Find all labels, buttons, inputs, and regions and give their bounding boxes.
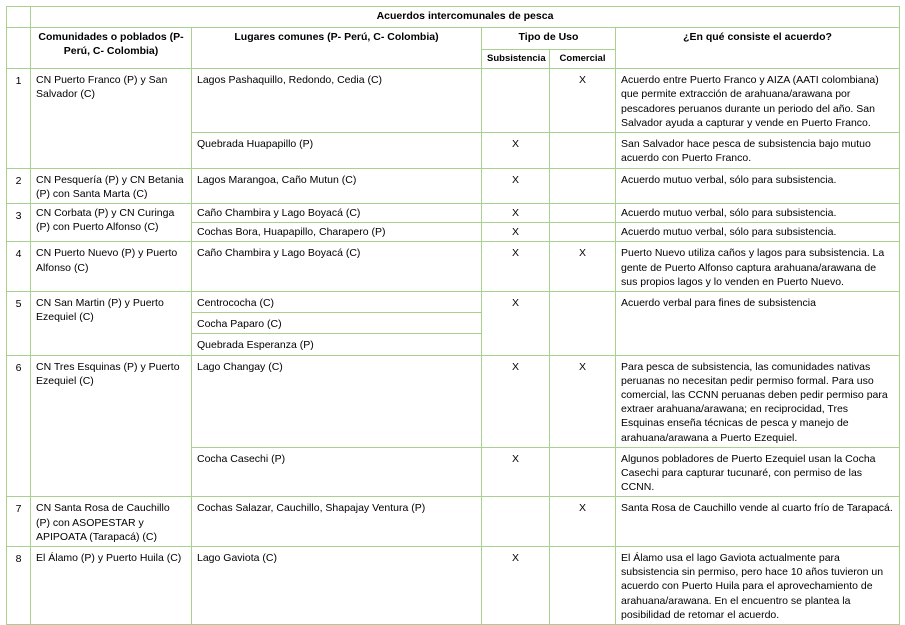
row-number: 4 (7, 242, 31, 292)
comercial-mark (550, 223, 616, 242)
row-number: 2 (7, 168, 31, 203)
comunidades-cell: CN Puerto Franco (P) y San Salvador (C) (31, 69, 192, 168)
comunidades-cell: CN Puerto Nuevo (P) y Puerto Alfonso (C) (31, 242, 192, 292)
comercial-mark: X (550, 497, 616, 547)
lugar-cell: Cochas Bora, Huapapillo, Charapero (P) (192, 223, 482, 242)
header-num (7, 28, 31, 69)
table-row (7, 355, 900, 447)
row-number: 7 (7, 497, 31, 547)
subsistencia-mark (482, 69, 550, 133)
row-number: 3 (7, 204, 31, 242)
comercial-mark (550, 292, 616, 356)
acuerdo-cell: Para pesca de subsistencia, las comunidades nativas peruanas no necesitan pedir permiso formal. Para uso comercial, las CCNN peruanas deben pedir permiso para extraer arahuana/arawana; en reciprocidad, Tres Esquinas enseña técnicas de pesca y manejo de arahuana/arawana a Puerto Ezequiel. (616, 355, 900, 447)
lugar-cell: Lagos Marangoa, Caño Mutun (C) (192, 168, 482, 203)
corner-cell (7, 7, 31, 28)
comunidades-cell: CN San Martin (P) y Puerto Ezequiel (C) (31, 292, 192, 356)
row-number: 5 (7, 292, 31, 356)
subsistencia-mark: X (482, 133, 550, 168)
acuerdo-cell: San Salvador hace pesca de subsistencia bajo mutuo acuerdo con Puerto Franco. (616, 133, 900, 168)
row-number: 8 (7, 547, 31, 625)
acuerdo-cell: Acuerdo mutuo verbal, sólo para subsistencia. (616, 223, 900, 242)
lugar-cell: Lago Changay (C) (192, 355, 482, 447)
lugar-cell: Lago Gaviota (C) (192, 547, 482, 625)
acuerdo-cell: Acuerdo entre Puerto Franco y AIZA (AATI colombiana) que permite extracción de arahuana/arawana por pescadores peruanos durante un periodo del año. San Salvador ayuda a capturar y vende en Puerto Franco. (616, 69, 900, 133)
subsistencia-mark: X (482, 547, 550, 625)
lugar-cell: Cocha Paparo (C) (192, 313, 482, 334)
comercial-mark: X (550, 69, 616, 133)
lugar-cell: Quebrada Esperanza (P) (192, 334, 482, 355)
lugar-cell: Caño Chambira y Lago Boyacá (C) (192, 204, 482, 223)
table-row (7, 204, 900, 223)
subsistencia-mark: X (482, 168, 550, 203)
subsistencia-mark: X (482, 242, 550, 292)
comunidades-cell: CN Santa Rosa de Cauchillo (P) con ASOPESTAR y APIPOATA (Tarapacá) (C) (31, 497, 192, 547)
header-comunidades: Comunidades o poblados (P- Perú, C- Colombia) (31, 28, 192, 69)
acuerdo-cell: Acuerdo mutuo verbal, sólo para subsistencia. (616, 204, 900, 223)
comercial-mark (550, 447, 616, 497)
comercial-mark (550, 547, 616, 625)
lugar-cell: Centrococha (C) (192, 292, 482, 313)
header-tipo-uso: Tipo de Uso (482, 28, 616, 50)
subsistencia-mark: X (482, 355, 550, 447)
acuerdo-cell: Puerto Nuevo utiliza caños y lagos para subsistencia. La gente de Puerto Alfonso captura arahuana/arawana de sus propios lagos y lo venden en Puerto Nuevo. (616, 242, 900, 292)
header-lugares: Lugares comunes (P- Perú, C- Colombia) (192, 28, 482, 69)
header-subsistencia: Subsistencia (482, 50, 550, 69)
comercial-mark: X (550, 242, 616, 292)
comercial-mark (550, 168, 616, 203)
comunidades-cell: CN Tres Esquinas (P) y Puerto Ezequiel (C) (31, 355, 192, 497)
lugar-cell: Cochas Salazar, Cauchillo, Shapajay Ventura (P) (192, 497, 482, 547)
subsistencia-mark: X (482, 447, 550, 497)
acuerdo-cell: El Álamo usa el lago Gaviota actualmente para subsistencia sin permiso, pero hace 10 años tuvieron un acuerdo con Puerto Huila para el aprovechamiento de arahuana/arawana. En el encuentro se plantea la posibilidad de retomar el acuerdo. (616, 547, 900, 625)
comercial-mark: X (550, 355, 616, 447)
comunidades-cell: CN Pesquería (P) y CN Betania (P) con Santa Marta (C) (31, 168, 192, 203)
comercial-mark (550, 133, 616, 168)
subsistencia-mark: X (482, 223, 550, 242)
table-row (7, 547, 900, 625)
acuerdo-cell: Algunos pobladores de Puerto Ezequiel usan la Cocha Casechi para capturar tucunaré, con permiso de las CCNN. (616, 447, 900, 497)
lugar-cell: Caño Chambira y Lago Boyacá (C) (192, 242, 482, 292)
comercial-mark (550, 204, 616, 223)
row-number: 6 (7, 355, 31, 497)
subsistencia-mark: X (482, 204, 550, 223)
subsistencia-mark (482, 497, 550, 547)
lugar-cell: Quebrada Huapapillo (P) (192, 133, 482, 168)
table-row (7, 292, 900, 313)
table-row (7, 168, 900, 203)
table-title: Acuerdos intercomunales de pesca (31, 7, 900, 28)
acuerdo-cell: Santa Rosa de Cauchillo vende al cuarto frío de Tarapacá. (616, 497, 900, 547)
table-row (7, 497, 900, 547)
row-number: 1 (7, 69, 31, 168)
header-acuerdo: ¿En qué consiste el acuerdo? (616, 28, 900, 69)
lugar-cell: Lagos Pashaquillo, Redondo, Cedia (C) (192, 69, 482, 133)
acuerdos-table (6, 6, 900, 625)
lugar-cell: Cocha Casechi (P) (192, 447, 482, 497)
acuerdo-cell: Acuerdo mutuo verbal, sólo para subsistencia. (616, 168, 900, 203)
comunidades-cell: El Álamo (P) y Puerto Huila (C) (31, 547, 192, 625)
table-row (7, 69, 900, 133)
table-row (7, 242, 900, 292)
acuerdo-cell: Acuerdo verbal para fines de subsistencia (616, 292, 900, 356)
header-comercial: Comercial (550, 50, 616, 69)
subsistencia-mark: X (482, 292, 550, 356)
comunidades-cell: CN Corbata (P) y CN Curinga (P) con Puerto Alfonso (C) (31, 204, 192, 242)
